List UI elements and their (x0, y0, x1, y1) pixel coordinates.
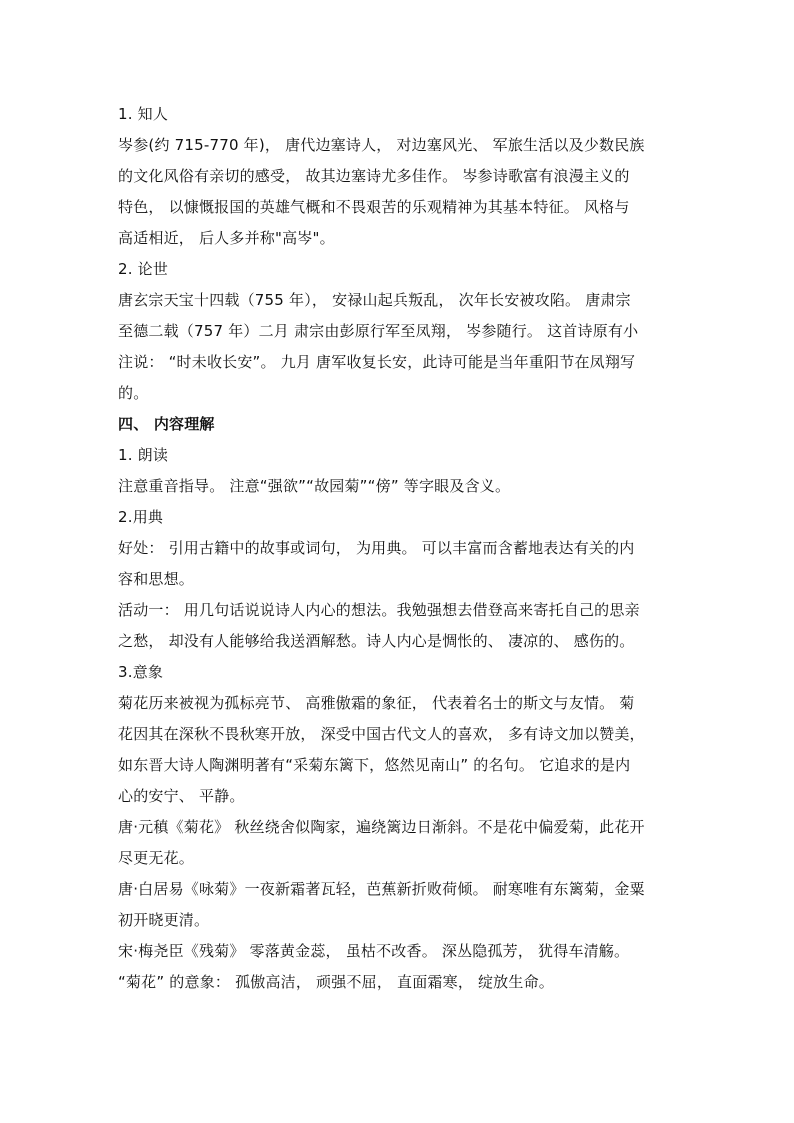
poem-quote-line: 唐·白居易《咏菊》一夜新霜著瓦轻，芭蕉新折败荷倾。 耐寒唯有东篱菊，金粟 (118, 880, 645, 898)
paragraph-line: 岑参(约 715-770 年)， 唐代边塞诗人， 对边塞风光、 军旅生活以及少数民族 (118, 136, 645, 154)
paragraph-line: 高适相近， 后人多并称"高岑"。 (118, 229, 335, 247)
subheading-reading: 1. 朗读 (118, 446, 169, 464)
subheading-allusion: 2.用典 (118, 508, 164, 526)
paragraph-line: 的。 (118, 384, 149, 402)
section-heading-know-person: 1. 知人 (118, 105, 169, 123)
paragraph-line: 唐玄宗天宝十四载（755 年）， 安禄山起兵叛乱， 次年长安被攻陷。 唐肃宗 (118, 291, 631, 309)
paragraph-line: 好处： 引用古籍中的故事或词句， 为用典。 可以丰富而含蓄地表达有关的内 (118, 539, 635, 557)
paragraph-line: 至德二载（757 年）二月 肃宗由彭原行军至凤翔， 岑参随行。 这首诗原有小 (118, 322, 639, 340)
paragraph-line: 心的安宁、 平静。 (118, 787, 245, 805)
summary-line: “菊花” 的意象： 孤傲高洁， 顽强不屈， 直面霜寒， 绽放生命。 (118, 973, 554, 991)
poem-quote-line: 宋·梅尧臣《残菊》 零落黄金蕊， 虽枯不改香。 深丛隐孤芳， 犹得车清觞。 (118, 942, 630, 960)
paragraph-line: 注说： “时未收长安”。 九月 唐军收复长安，此诗可能是当年重阳节在凤翔写 (118, 353, 636, 371)
section-heading-discuss-era: 2. 论世 (118, 260, 169, 278)
document-body (118, 99, 688, 998)
paragraph-line: 注意重音指导。 注意“强欲”“故园菊”“傍” 等字眼及含义。 (118, 477, 511, 495)
paragraph-line: 特色， 以慷慨报国的英雄气概和不畏艰苦的乐观精神为其基本特征。 风格与 (118, 198, 630, 216)
paragraph-line: 容和思想。 (118, 570, 195, 588)
paragraph-line: 花因其在深秋不畏秋寒开放， 深受中国古代文人的喜欢， 多有诗文加以赞美， (118, 725, 645, 743)
poem-quote-line: 初开晓更清。 (118, 911, 210, 929)
subheading-imagery: 3.意象 (118, 663, 164, 681)
paragraph-line: 之愁， 却没有人能够给我送酒解愁。诗人内心是惆怅的、 凄凉的、 感伤的。 (118, 632, 635, 650)
poem-quote-line: 唐·元稹《菊花》 秋丝绕舍似陶家，遍绕篱边日渐斜。不是花中偏爱菊，此花开 (118, 818, 645, 836)
paragraph-line: 活动一： 用几句话说说诗人内心的想法。我勉强想去借登高来寄托自己的思亲 (118, 601, 640, 619)
paragraph-line: 菊花历来被视为孤标亮节、 高雅傲霜的象征， 代表着名士的斯文与友情。 菊 (118, 694, 635, 712)
poem-quote-line: 尽更无花。 (118, 849, 195, 867)
section-heading-content-understanding: 四、 内容理解 (118, 415, 215, 433)
paragraph-line: 如东晋大诗人陶渊明著有“采菊东篱下，悠然见南山” 的名句。 它追求的是内 (118, 756, 631, 774)
paragraph-line: 的文化风俗有亲切的感受， 故其边塞诗尤多佳作。 岑参诗歌富有浪漫主义的 (118, 167, 630, 185)
